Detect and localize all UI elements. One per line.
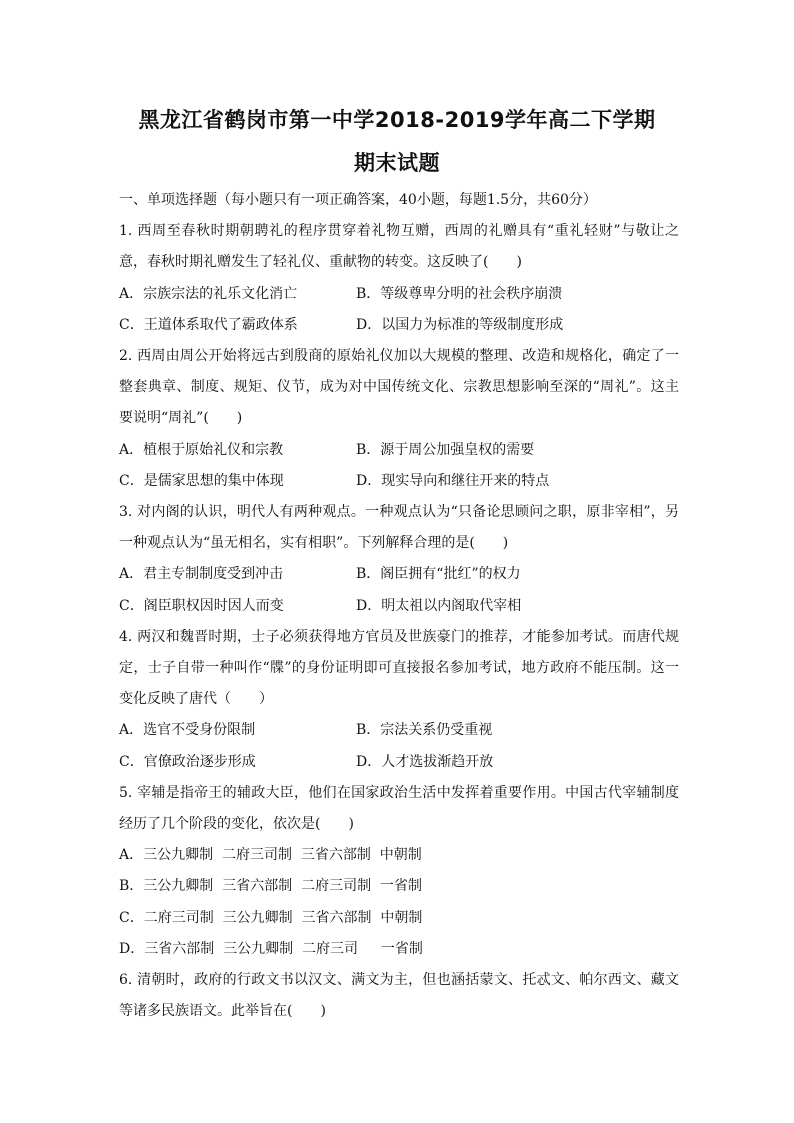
option-c: C．官僚政治逐步形成: [119, 753, 256, 770]
option-d: D．以国力为标准的等级制度形成: [356, 316, 564, 333]
option-row: [119, 310, 679, 341]
option-row: [119, 466, 679, 497]
option-row: [119, 435, 679, 466]
question-2: [119, 341, 679, 497]
question-4: [119, 622, 679, 778]
option-c: C．二府三司制 三公九卿制 三省六部制 中朝制: [119, 909, 423, 926]
option-c: C．王道体系取代了霸政体系: [119, 316, 298, 333]
section-heading: 一、单项选择题（每小题只有一项正确答案，40小题，每题1.5分，共60分）: [119, 192, 597, 208]
question-1: [119, 216, 679, 341]
question-stem: 1. 西周至春秋时期朝聘礼的程序贯穿着礼物互赠，西周的礼赠具有“重礼轻财”与敬让之意，春秋时期礼赠发生了轻礼仪、重献物的转变。这反映了( ): [119, 223, 679, 271]
option-b: B．阁臣拥有“批红”的权力: [356, 566, 521, 583]
option-b: B．源于周公加强皇权的需要: [356, 441, 535, 458]
exam-title-line1: 黑龙江省鹤岗市第一中学2018-2019学年高二下学期: [138, 108, 656, 132]
exam-title-line2: 期末试题: [354, 151, 440, 175]
option-row: [119, 279, 679, 310]
option-a: A．三公九卿制 二府三司制 三省六部制 中朝制: [119, 847, 422, 864]
option-d: D．人才选拔渐趋开放: [356, 753, 494, 770]
option-row: [119, 591, 679, 622]
question-stem: 5. 宰辅是指帝王的辅政大臣，他们在国家政治生活中发挥着重要作用。中国古代宰辅制度经历了几个阶段的变化，依次是( ): [119, 784, 679, 833]
option-b: B．等级尊卑分明的社会秩序崩溃: [356, 285, 563, 302]
question-stem: 3. 对内阁的认识，明代人有两种观点。一种观点认为“只备论思顾问之职，原非宰相”，另一种观点认为“虽无相名，实有相职”。下列解释合理的是( ): [119, 504, 679, 552]
question-6: [119, 965, 679, 1027]
question-3: [119, 497, 679, 622]
option-b: B．宗法关系仍受重视: [356, 722, 493, 739]
option-a: A．宗族宗法的礼乐文化消亡: [119, 285, 298, 302]
option-row: [119, 559, 679, 590]
option-c: C．是儒家思想的集中体现: [119, 472, 284, 489]
exam-content: [119, 185, 679, 1027]
option-c: C．阁臣职权因时因人而变: [119, 597, 284, 614]
question-5: [119, 778, 679, 965]
option-d: D．三省六部制 三公九卿制 二府三司 一省制: [119, 940, 423, 957]
question-stem: 6. 清朝时，政府的行政文书以汉文、满文为主，但也涵括蒙文、托忒文、帕尔西文、藏文等诸多民族语文。此举旨在( ): [119, 972, 679, 1020]
option-a: A．选官不受身份限制: [119, 722, 256, 739]
option-row: [119, 715, 679, 746]
option-a: A．君主专制制度受到冲击: [119, 566, 284, 583]
option-b: B．三公九卿制 三省六部制 二府三司制 一省制: [119, 878, 422, 895]
option-d: D．明太祖以内阁取代宰相: [356, 597, 522, 614]
question-stem: 4. 两汉和魏晋时期，士子必须获得地方官员及世族豪门的推荐，才能参加考试。而唐代规定，士子自带一种叫作“牒”的身份证明即可直接报名参加考试，地方政府不能压制。这一变化反映了唐代（ ）: [119, 628, 679, 708]
option-a: A．植根于原始礼仪和宗教: [119, 441, 284, 458]
option-d: D．现实导向和继往开来的特点: [356, 472, 550, 489]
option-row: [119, 747, 679, 778]
question-stem: 2. 西周由周公开始将远古到殷商的原始礼仪加以大规模的整理、改造和规格化，确定了一整套典章、制度、规矩、仪节，成为对中国传统文化、宗教思想影响至深的“周礼”。这主要说明“周礼”( ): [119, 348, 679, 427]
